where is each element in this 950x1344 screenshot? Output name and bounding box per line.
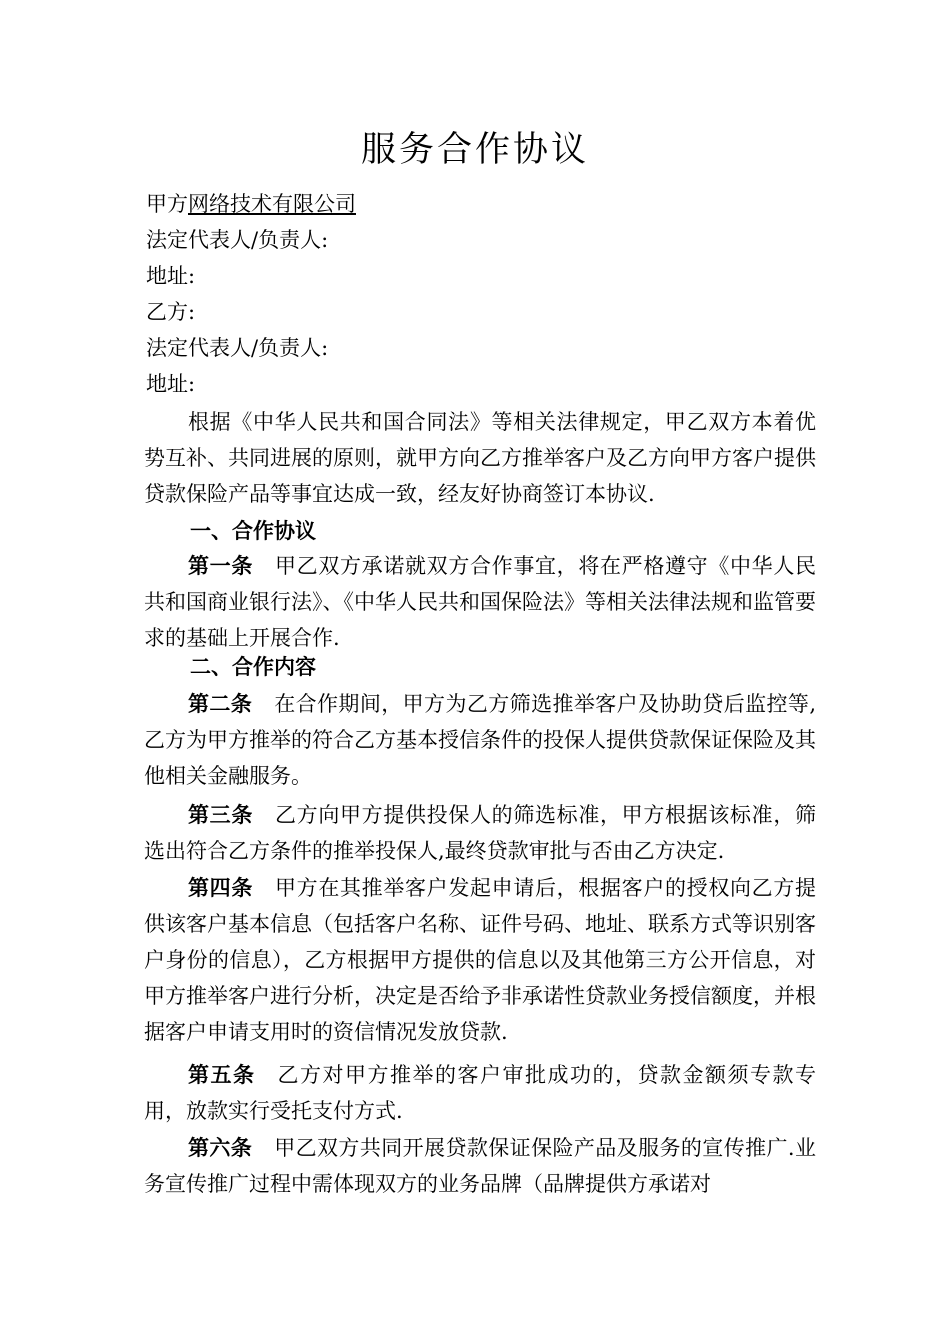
article-6-label: 第六条 bbox=[188, 1135, 253, 1160]
article-5-paragraph bbox=[144, 1057, 816, 1129]
party-a-line bbox=[146, 189, 356, 219]
party-a-representative: 法定代表人/负责人: bbox=[146, 228, 329, 252]
article-6-paragraph bbox=[144, 1130, 816, 1202]
article-2-text: 在合作期间，甲方为乙方筛选推举客户及协助贷后监控等,乙方为甲方推举的符合乙方基本授信条件的投保人提供贷款保证保险及其他相关金融服务。 bbox=[144, 692, 816, 788]
article-2-paragraph bbox=[144, 686, 816, 794]
article-4-text: 甲方在其推举客户发起申请后，根据客户的授权向乙方提供该客户基本信息（包括客户名称、证件号码、地址、联系方式等识别客户身份的信息），乙方根据甲方提供的信息以及其他第三方公开信息，对甲方推举客户进行分析，决定是否给予非承诺性贷款业务授信额度，并根据客户申请支用时的资信情况发放贷款. bbox=[144, 876, 816, 1044]
document-title: 服务合作协议 bbox=[360, 130, 589, 170]
party-a-label: 甲方 bbox=[146, 192, 188, 216]
party-b-address: 地址: bbox=[146, 372, 196, 396]
article-4-paragraph bbox=[144, 870, 816, 1050]
article-1-paragraph bbox=[144, 548, 816, 656]
article-5-text: 乙方对甲方推举的客户审批成功的，贷款金额须专款专用，放款实行受托支付方式. bbox=[144, 1063, 816, 1123]
party-b-line: 乙方: bbox=[146, 300, 196, 324]
section-heading-1: 一、合作协议 bbox=[190, 518, 316, 543]
party-b-representative: 法定代表人/负责人: bbox=[146, 336, 329, 360]
article-3-text: 乙方向甲方提供投保人的筛选标准，甲方根据该标准，筛选出符合乙方条件的推举投保人,最终贷款审批与否由乙方决定. bbox=[144, 803, 816, 863]
party-a-address: 地址: bbox=[146, 264, 196, 288]
preamble-paragraph: 根据《中华人民共和国合同法》等相关法律规定，甲乙双方本着优势互补、共同进展的原则，就甲方向乙方推举客户及乙方向甲方客户提供贷款保险产品等事宜达成一致，经友好协商签订本协议. bbox=[144, 410, 816, 506]
article-2-label: 第二条 bbox=[188, 691, 253, 716]
article-4-label: 第四条 bbox=[188, 875, 253, 900]
article-3-label: 第三条 bbox=[188, 802, 253, 827]
party-a-name: 网络技术有限公司 bbox=[188, 192, 356, 216]
section-heading-2: 二、合作内容 bbox=[190, 654, 316, 679]
article-3-paragraph bbox=[144, 797, 816, 869]
article-1-text: 甲乙双方承诺就双方合作事宜，将在严格遵守《中华人民共和国商业银行法》、《中华人民共和国保险法》等相关法律法规和监管要求的基础上开展合作. bbox=[144, 554, 816, 650]
article-5-label: 第五条 bbox=[188, 1062, 256, 1087]
article-1-label: 第一条 bbox=[188, 553, 253, 578]
article-6-text: 甲乙双方共同开展贷款保证保险产品及服务的宣传推广.业务宣传推广过程中需体现双方的业务品牌（品牌提供方承诺对 bbox=[144, 1136, 816, 1196]
